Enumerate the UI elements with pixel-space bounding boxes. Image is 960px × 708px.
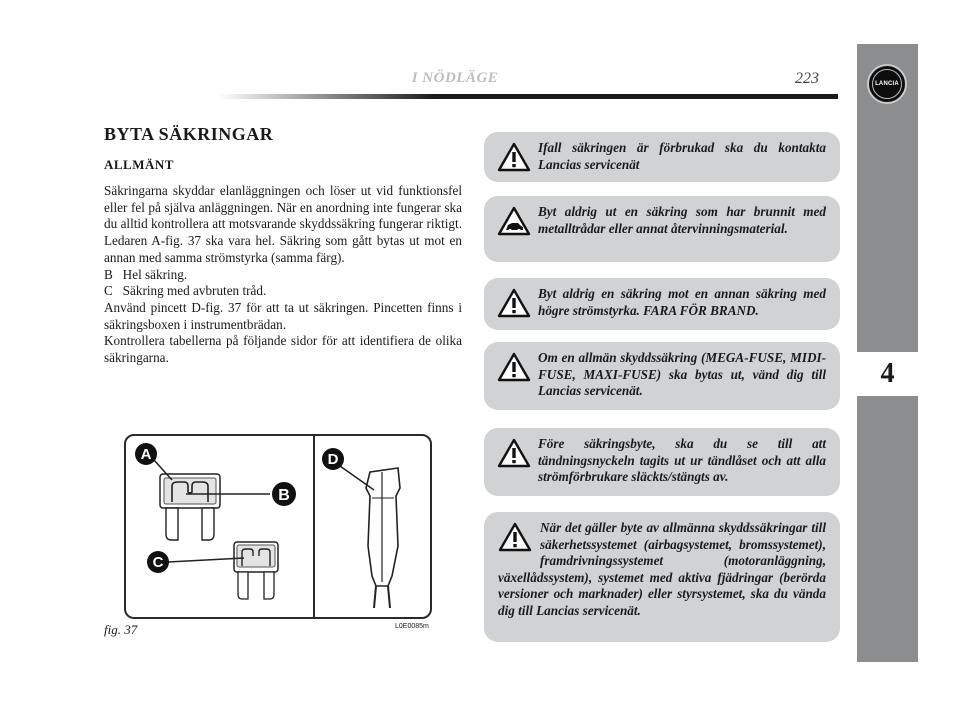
warning-text: Ifall säkringen är förbrukad ska du kontakta Lancias servicenät [538, 140, 826, 172]
logo-lettering: LANCIA [872, 69, 902, 99]
warning-box [484, 278, 840, 330]
callout-b [272, 482, 296, 506]
warning-box [484, 512, 840, 642]
lancia-logo [867, 64, 907, 104]
svg-text:B: B [278, 487, 290, 504]
warning-box [484, 428, 840, 496]
warning-box [484, 196, 840, 262]
warning-icon [497, 142, 531, 172]
warning-text: Byt aldrig en säkring mot en annan säkring med högre strömstyrka. FARA FÖR BRAND. [538, 286, 826, 318]
chapter-number: 4 [857, 352, 918, 396]
section-heading: BYTA SÄKRINGAR [104, 124, 274, 144]
warning-icon [497, 288, 531, 318]
figure-caption: fig. 37 [104, 622, 138, 637]
fuse-figure [124, 434, 432, 619]
fuse-pincer [366, 468, 400, 608]
body-text [104, 183, 462, 367]
warning-car-icon [497, 206, 531, 236]
body-paragraph: Använd pincett D-fig. 37 för att ta ut säkringen. Pincetten finns i säkringsboxen i instrumentbrädan. [104, 299, 462, 332]
svg-text:C: C [152, 554, 164, 571]
callout-c [147, 551, 169, 573]
body-paragraph: Säkringarna skyddar elanläggningen och löser ut vid funktionsfel eller fel på själva anläggningen. När en anordning inte fungerar ska du alltid kontrollera att motsvarande skyddssäkring fungerar riktigt. Ledaren A-fig. 37 ska vara hel. Säkring som gått bytas ut mot en annan med samma strömstyrka (samma färg). [104, 183, 462, 265]
warning-icon [498, 522, 532, 552]
header-rule [218, 94, 838, 99]
warning-icon [497, 438, 531, 468]
callout-d [322, 448, 344, 470]
svg-text:D: D [327, 451, 339, 468]
fuse-illustration [126, 436, 430, 617]
warning-text: När det gäller byte av allmänna skyddssäkringar till säkerhetssystemet (airbagsystemet, bromssystemet), framdrivningssystemet (motoranläggning, växellådssystem), systemet med aktiva fjädringar (berörda versioner och marknader) eller styrsystemet, ska du vända dig till Lancias servicenät. [498, 520, 826, 618]
legend-item-b: B Hel säkring. [104, 266, 188, 282]
section-subheading: ALLMÄNT [104, 157, 174, 172]
figure-code: L0E0085m [395, 623, 429, 630]
running-header: I NÖDLÄGE [411, 70, 499, 86]
page-number: 223 [795, 70, 819, 87]
intact-fuse [160, 474, 220, 540]
warning-text: Före säkringsbyte, ska du se till att tändningsnyckeln tagits ut ur tändlåset och att alla strömförbrukare släckts/stängts av. [538, 436, 826, 484]
warning-text: Om en allmän skyddssäkring (MEGA-FUSE, MIDI-FUSE, MAXI-FUSE) ska bytas ut, vänd dig till Lancias servicenät. [538, 350, 826, 398]
warning-box [484, 132, 840, 182]
callout-a [135, 443, 157, 465]
warning-text: Byt aldrig ut en säkring som har brunnit med metalltrådar eller annat återvinningsmaterial. [538, 204, 826, 236]
blown-fuse [234, 542, 278, 599]
legend-item-c: C Säkring med avbruten tråd. [104, 283, 267, 299]
svg-text:A: A [140, 446, 152, 463]
warning-icon [497, 352, 531, 382]
body-paragraph: Kontrollera tabellerna på följande sidor för att identifiera de olika säkringarna. [104, 333, 462, 366]
warning-box [484, 342, 840, 410]
